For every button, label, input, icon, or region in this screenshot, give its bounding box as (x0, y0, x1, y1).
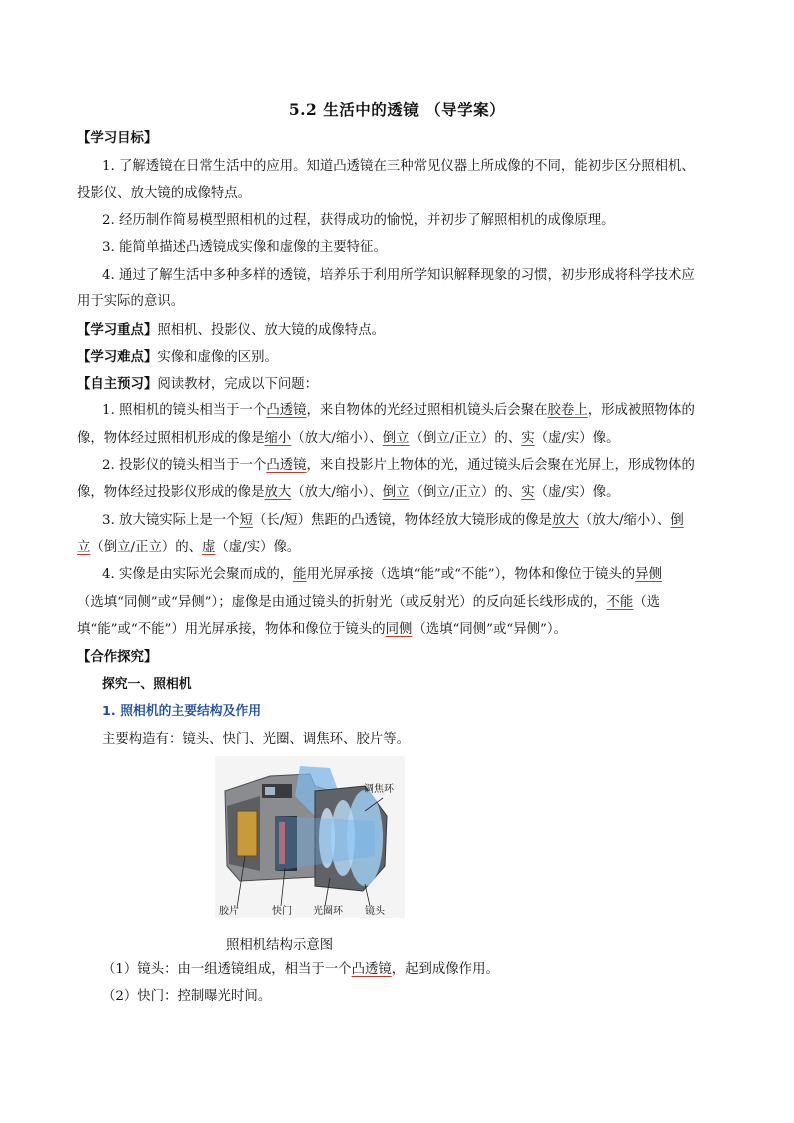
answer-blank: 立 (77, 540, 91, 555)
figure-caption: 照相机结构示意图 (226, 938, 334, 953)
answer-blank: 实 (521, 485, 535, 500)
objective-3: 3. 能简单描述凸透镜成实像和虚像的主要特征。 (102, 240, 387, 255)
explore-header: 【合作探究】 (77, 649, 158, 665)
answer-blank: 异侧 (635, 567, 662, 582)
preview-q3-line2: 立（倒立/正立）的、虚（虚/实）像。 (77, 540, 301, 555)
answer-blank: 倒立 (382, 431, 410, 446)
page-title: 5.2 生活中的透镜 （导学案） (288, 100, 506, 119)
answer-blank: 凸透镜 (266, 403, 307, 418)
camera-illustration (215, 756, 405, 918)
label-lens: 镜头 (365, 906, 385, 917)
answer-blank: 倒立 (382, 485, 410, 500)
objective-4-line2: 用于实际的意识。 (77, 294, 185, 309)
label-film: 胶片 (219, 906, 239, 917)
answer-blank: 凸透镜 (266, 458, 307, 473)
answer-blank: 倒 (670, 513, 684, 528)
preview-q1-line1: 1. 照相机的镜头相当于一个凸透镜，来自物体的光经过照相机镜头后会聚在胶卷上，形成被照物体的 (102, 403, 695, 418)
answer-blank: 凸透镜 (351, 962, 392, 977)
preview-q4-line2: （选填“同侧”或“异侧”）；虚像是由通过镜头的折射光（或反射光）的反向延长线形成的，不能（选 (77, 595, 661, 610)
camera-item-1: （1）镜头：由一组透镜组成，相当于一个凸透镜，起到成像作用。 (102, 962, 499, 977)
answer-blank: 能 (293, 567, 307, 582)
answer-blank: 虚 (202, 540, 216, 555)
label-aperture-ring: 光圈环 (313, 906, 343, 917)
label-focus-ring: 调焦环 (364, 784, 394, 795)
answer-blank: 同侧 (385, 622, 413, 637)
camera-parts: 主要构造有：镜头、快门、光圈、调焦环、胶片等。 (102, 732, 410, 747)
objective-1-line1: 1. 了解透镜在日常生活中的应用。知道凸透镜在三种常见仪器上所成像的不同，能初步区分照相机、 (102, 159, 695, 174)
objective-4-line1: 4. 通过了解生活中多种多样的透镜，培养乐于利用所学知识解释现象的习惯，初步形成将科学技术应 (102, 268, 695, 283)
answer-blank: 放大 (264, 485, 292, 500)
preview-header: 【自主预习】阅读教材，完成以下问题： (77, 376, 319, 392)
preview-q2-line1: 2. 投影仪的镜头相当于一个凸透镜，来自投影片上物体的光，通过镜头后会聚在光屏上，形成物体的 (102, 458, 695, 473)
objective-2: 2. 经历制作简易模型照相机的过程，获得成功的愉悦，并初步了解照相机的成像原理。 (102, 213, 615, 228)
preview-q1-line2: 像，物体经过照相机形成的像是缩小（放大/缩小）、倒立（倒立/正立）的、实（虚/实）像。 (77, 431, 620, 446)
answer-blank: 短 (239, 513, 253, 528)
camera-item-2: （2）快门：控制曝光时间。 (102, 989, 272, 1004)
explore-sub-1: 1. 照相机的主要结构及作用 (102, 704, 261, 719)
answer-blank: 胶卷上 (547, 403, 588, 418)
objectives-header: 【学习目标】 (77, 130, 158, 146)
camera-structure-figure (215, 756, 405, 918)
objective-1-line2: 投影仪、放大镜的成像特点。 (77, 186, 252, 201)
answer-blank: 缩小 (264, 431, 292, 446)
key-point: 【学习重点】照相机、投影仪、放大镜的成像特点。 (77, 322, 385, 338)
preview-q4-line3: 填“能”或“不能”）用光屏承接，物体和像位于镜头的同侧（选填“同侧”或“异侧”）。 (77, 622, 567, 637)
answer-blank: 放大 (552, 513, 579, 528)
explore-section-1: 探究一、照相机 (102, 677, 192, 692)
preview-q3-line1: 3. 放大镜实际上是一个短（长/短）焦距的凸透镜，物体经放大镜形成的像是放大（放大/缩小）、倒 (102, 513, 684, 528)
preview-q4-line1: 4. 实像是由实际光会聚而成的，能用光屏承接（选填“能”或“不能”），物体和像位于镜头的异侧 (102, 567, 662, 582)
answer-blank: 不能 (606, 595, 634, 610)
difficult-point: 【学习难点】实像和虚像的区别。 (77, 349, 278, 365)
preview-q2-line2: 像，物体经过投影仪形成的像是放大（放大/缩小）、倒立（倒立/正立）的、实（虚/实）像。 (77, 485, 620, 500)
answer-blank: 实 (521, 431, 535, 446)
label-shutter: 快门 (272, 906, 292, 917)
